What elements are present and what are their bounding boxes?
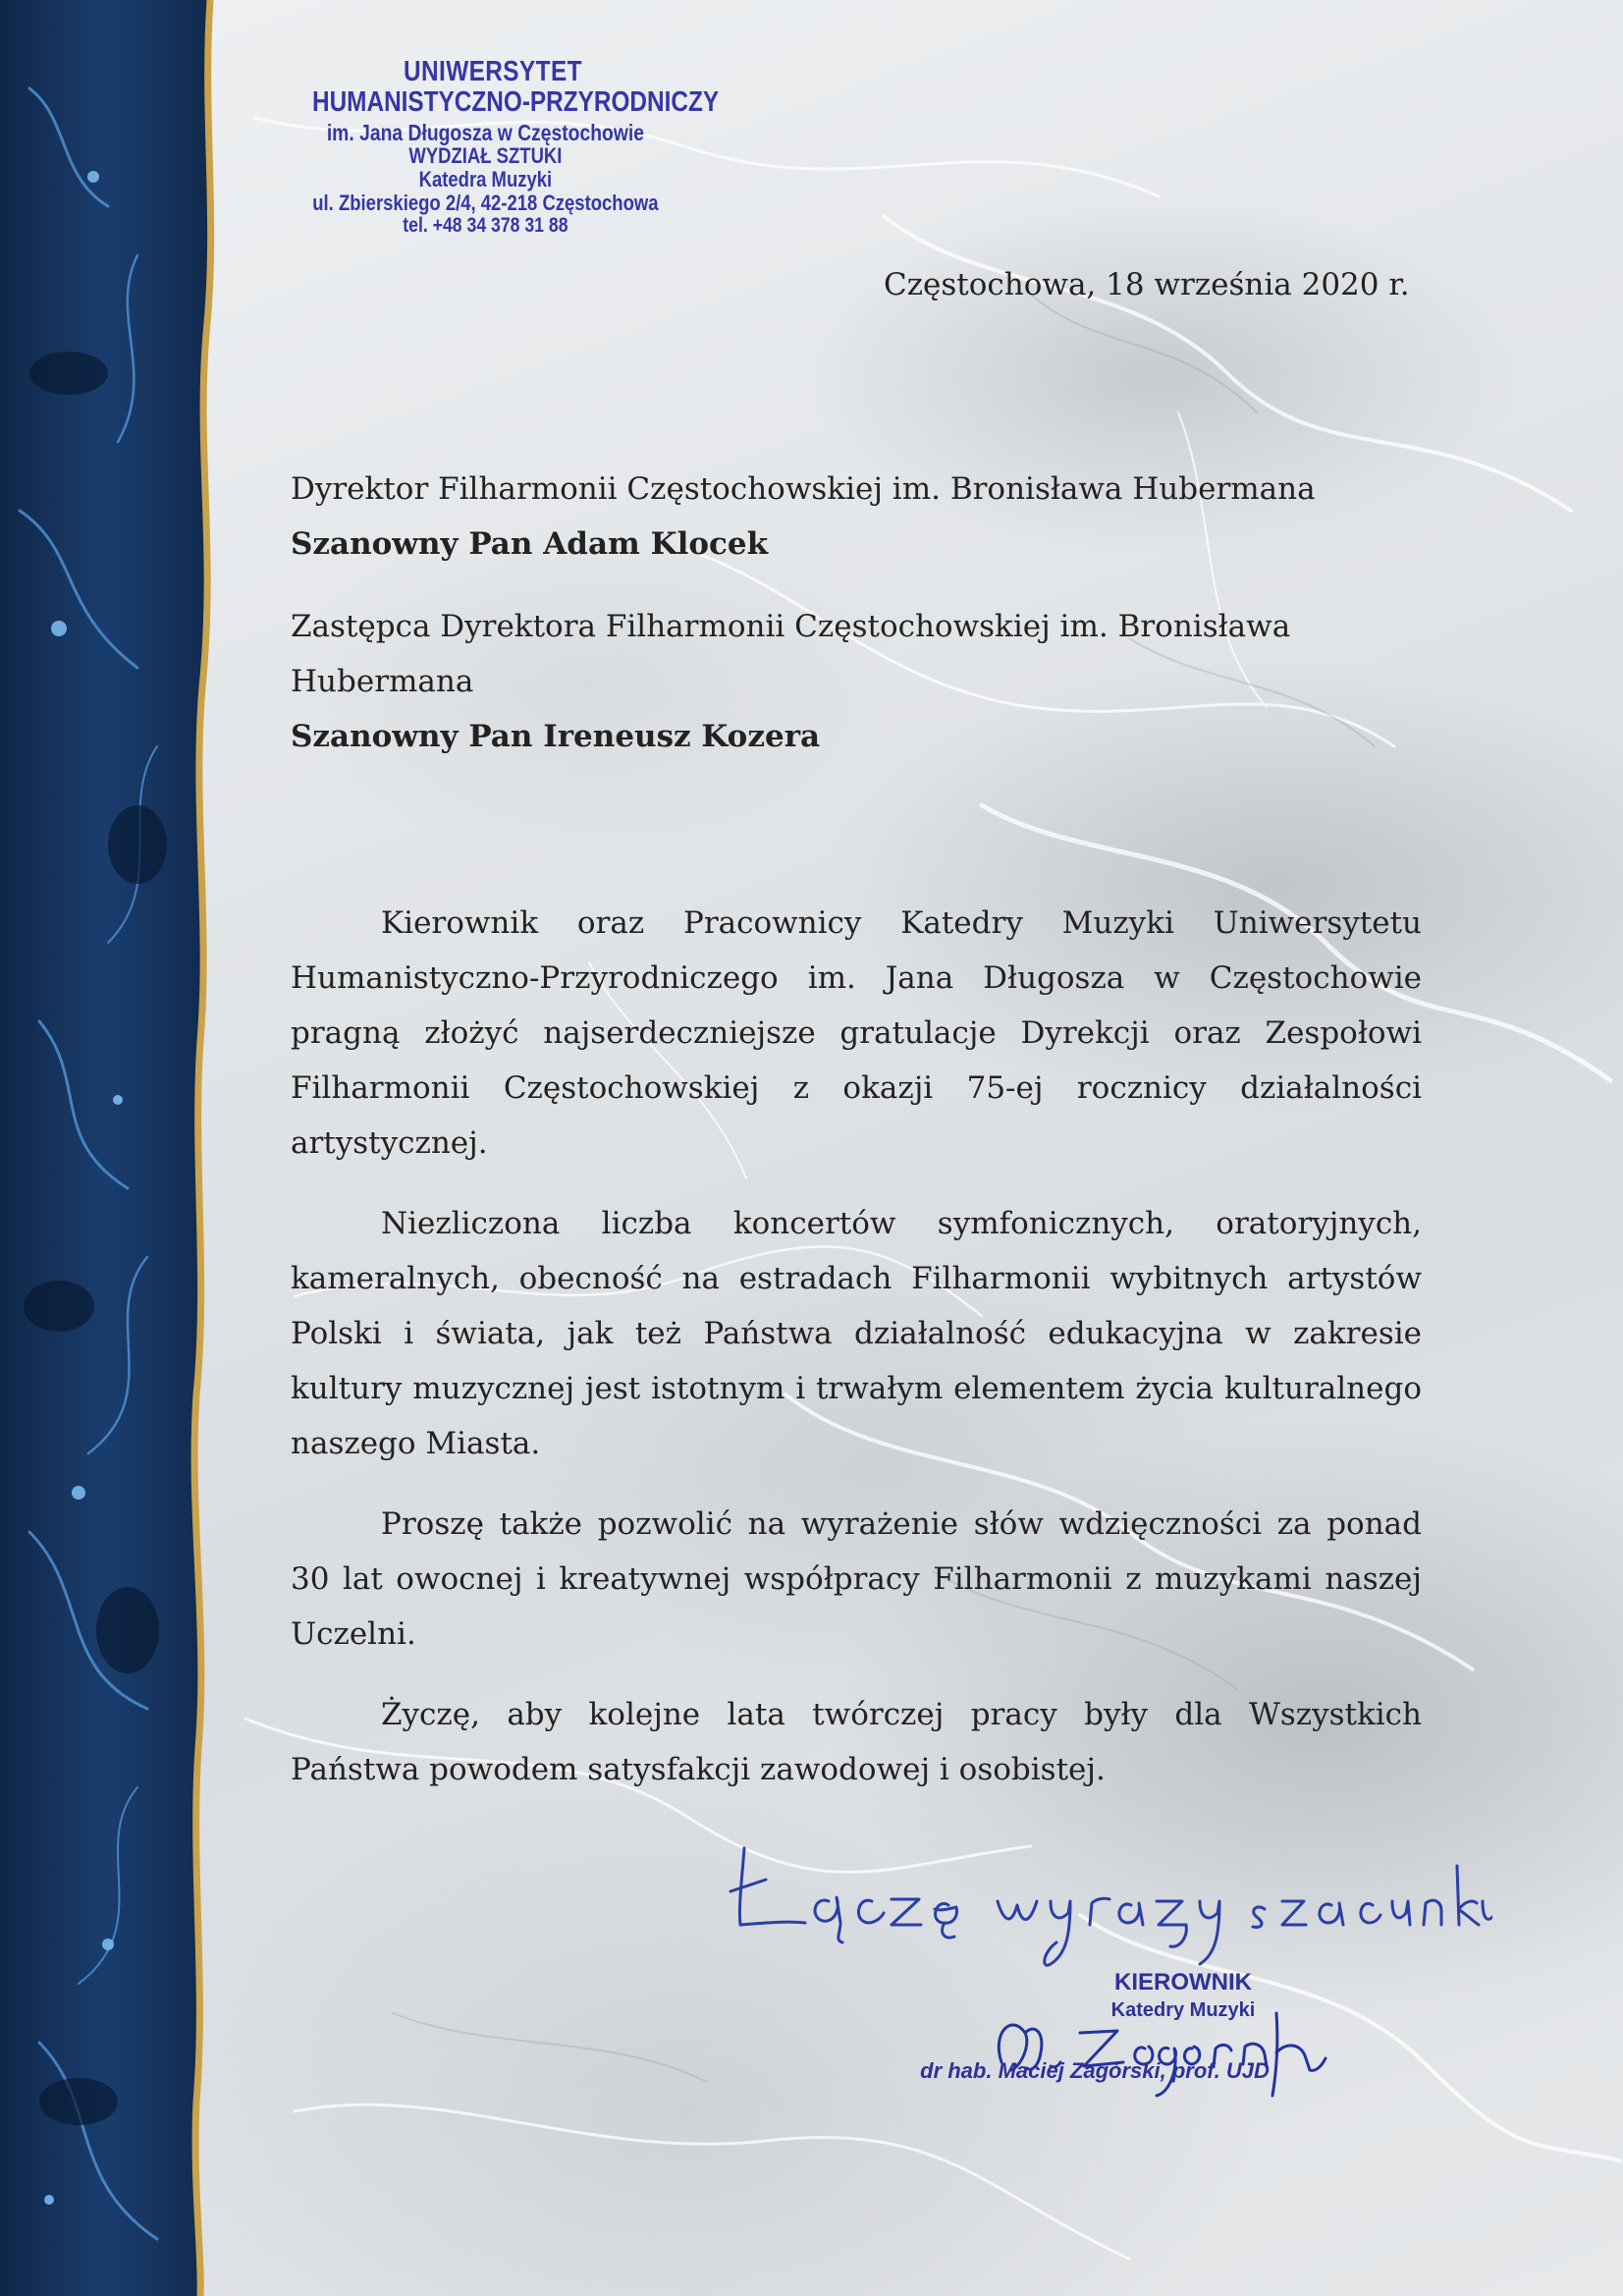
addressee-block [291, 462, 1380, 764]
body-paragraph: Proszę także pozwolić na wyrażenie słów wdzięczności za ponad 30 lat owocnej i kreatywnej współpracy Filharmonii z muzykami naszej Uczelni. [291, 1506, 1422, 1652]
signature-unit: Katedry Muzyki [1110, 1999, 1256, 2021]
body-paragraph: Życzę, aby kolejne lata twórczej pracy były dla Wszystkich Państwa powodem satysfakcji zawodowej i osobistej. [291, 1697, 1422, 1787]
letter-body [291, 896, 1422, 1823]
institution-stamp [312, 56, 720, 237]
body-paragraph: Niezliczona liczba koncertów symfonicznych, oratoryjnych, kameralnych, obecność na estradach Filharmonii wybitnych artystów Polski i świata, jak też Państwa działalność edukacyjna w zakresie kultury muzycznej jest istotnym i trwałym elementem życia kulturalnego naszego Miasta. [291, 1206, 1422, 1461]
body-paragraph: Kierownik oraz Pracownicy Katedry Muzyki Uniwersytetu Humanistyczno-Przyrodniczego im. Jana Długosza w Częstochowie pragną złożyć najserdeczniejsze gratulacje Dyrekcji oraz Zespołowi Filharmonii Częstochowskiej z okazji 75-ej rocznicy działalności artystycznej. [291, 905, 1422, 1161]
marble-border-strip [0, 0, 236, 2296]
signature-name: dr hab. Maciej Zagórski, prof. UJD [920, 2058, 1270, 2083]
handwritten-signature [982, 1994, 1335, 2102]
stamp-university: UNIWERSYTET [404, 56, 582, 87]
stamp-patron: im. Jana Długosza w Częstochowie [326, 119, 644, 145]
addressee-name: Szanowny Pan Adam Klocek [291, 526, 769, 562]
stamp-address: ul. Zbierskiego 2/4, 42-218 Częstochowa [312, 190, 659, 215]
stamp-university-name: HUMANISTYCZNO-PRZYRODNICZY [312, 86, 720, 119]
letter-date: Częstochowa, 18 września 2020 r. [884, 267, 1410, 302]
addressee-role: Dyrektor Filharmonii Częstochowskiej im. Bronisława Hubermana [291, 471, 1316, 507]
stamp-faculty: WYDZIAŁ SZTUKI [408, 143, 563, 169]
stamp-department: Katedra Muzyki [418, 167, 553, 192]
addressee-role: Zastępca Dyrektora Filharmonii Częstochowskiej im. Bronisława Hubermana [291, 609, 1291, 699]
signature-title: KIEROWNIK [1114, 1969, 1252, 1995]
addressee-name: Szanowny Pan Ireneusz Kozera [291, 719, 821, 754]
stamp-phone: tel. +48 34 378 31 88 [403, 213, 568, 237]
